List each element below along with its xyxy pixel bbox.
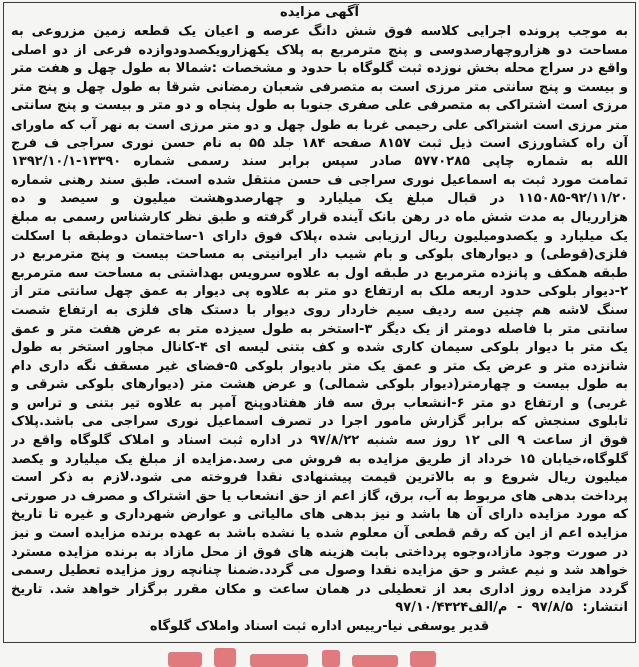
notice-body-line: گلوگاه،خیابان ۱۵ خرداد از طریق مزایده به فروش می رسد.مزایده از مبلغ یک میلیارد و یکصد [11,451,628,467]
notice-body-line: و بیست و پنج سانتی متر مرزی است به متصرفی شعبان رمضانی شرقا به طول چهل و پنج متر [11,79,628,95]
notice-body-line: یک متر با دیوار بلوکی سیمان کاری شده و کف بتنی لیسه ای ۴-کانال مجاور استخر به طول [11,340,628,356]
notice-body-line: سنگ لاشه هم چنین سه ردیف سیم خاردار روی دیوار با دستک های فلزی به ارتفاع شصت [11,302,628,318]
notice-body-line: غربی) و ارتفاع دو متر ۶-انشعاب برق سه فاز هفتادوپنج آمپر به علاوه تیر بتنی و تراس و [11,395,628,411]
notice-body-line: مرزی است اشتراکی به متصرفی علی صفری جنوبا به طول پنجاه و دو متر و بیست و پنج سانتی [11,98,628,114]
notice-body-line: ۱۱۵۰۸۵-۹۲/۱۱/۲۰ در قبال مبلغ یک میلیارد و چهارصدوهشت میلیون و سیصد و ده [11,191,628,207]
notice-body-line: ۲-دیوار بلوکی حدود اربعه ملک به ارتفاع دو متر به علاوه پی دیوار به عمق چهل سانتی متر از [11,284,628,300]
notice-body-line: به طول بیست و چهارمتر(دیوار بلوکی شمالی) و عرض هشت متر (دیوارهای بلوکی شرقی و [11,377,628,393]
notice-body-line: فوق از ساعت ۹ الی ۱۲ روز سه شنبه ۹۷/۸/۲۲ در اداره ثبت اسناد و املاک گلوگاه واقع در [11,433,628,449]
notice-body-line: هزارریال به مدت شش ماه در رهن بانک آینده قرار گرفته و طبق نظر کارشناس رسمی به مبلغ [11,209,628,225]
notice-body-line: میلیون ریال شروع و به بالاترین قیمت پیشنهادی نقدا فروخته می شود.لازم به ذکر است [11,470,628,486]
notice-title: آگهی مزایده [280,5,359,20]
issuer-signature: قدیر یوسفی نیا-رییس اداره ثبت اسناد واملاک گلوگاه [149,619,490,634]
notice-body-line: واقع در سراج محله بخش نوزده ثبت گلوگاه با حدود و مشخصات :شمالا به طول چهل و هفت متر [11,61,628,77]
publication-reference: انتشار: ۹۷/۸/۵ - م/الف۹۷/۱۰/۴۳۲۴ [395,600,628,616]
notice-body-line: خواهد شد و نیم عشر و حق مزایده نقدا وصول می گردد.ضمنا چنانچه روز مزایده تعطیل رسمی [11,563,628,579]
notice-body-line: شانزده متر و عرض یک متر و عمق یک متر بادیوار بلوکی ۵-فضای غیر مسقف نگه داری دام [11,358,628,374]
notice-body-line: مساحت دو هزاروچهارصدوسی و پنج مترمربع به پلاک یکهزارویکصدودوازده فرعی از دو اصلی [11,42,628,58]
notice-body-line: تمامت مورد ثبت به اسماعیل نوری سراجی ف حسن منتقل شده است. طبق سند رهنی شماره [11,172,628,188]
auction-notice [3,2,636,643]
notice-body-line: که مورد مزایده دارای آن ها باشد و نیز بدهی های مالیاتی و عوارض شهرداری و غیره تا تاریخ [11,507,628,523]
notice-body-line: فلزی(قوطی) و دیوارهای بلوکی و بام شیب دار ایرانیتی به مساحت بیست و پنج مترمربع در [11,247,628,263]
cropped-red-heading-fragment [0,646,639,667]
notice-body-line: آن راه کشاورزی است ذیل ثبت ۸۱۵۷ صفحه ۱۸۴ جلد ۵۵ به نام حسن نوری سراجی ف فرج [11,135,628,151]
notice-body-line: به موجب پرونده اجرایی کلاسه فوق شش دانگ عرصه و اعیان یک قطعه زمین مزروعی به [11,24,628,39]
notice-body-line: پرداخت بدهی های مربوط به آب، برق، گاز اعم از حق انشعاب یا حق اشتراک و مصرف در صورتی [11,488,628,504]
notice-body-line: الله به شماره چاپی ۵۷۷۰۲۸۵ صادر سپس برابر سند رسمی شماره ۱۳۳۹۰-۱۳۹۲/۱۰/۱ [11,154,628,170]
notice-body [4,23,635,637]
notice-body-line: سانتی متر با فاصله دومتر از یک دیگر ۳-استخر به طول سیزده متر به عرض هفت متر و عمق [11,321,628,337]
notice-body-line: طبقه همکف و پانزده مترمربع در طبقه اول به علاوه سرویس بهداشتی به مساحت سه مترمربع [11,265,628,281]
notice-body-line: تابلوی سنجش که برابر گزارش مامور اجرا در تصرف اسماعیل نوری سراجی می باشد.پلاک [11,414,628,430]
notice-body-line: یک میلیارد و یکصدومیلیون ریال ارزیابی شده ،پلاک فوق دارای ۱-ساختمان دوطبقه با اسکلت [11,228,628,244]
notice-body-line: در صورت وجود مازاد،وجوه پرداختی بابت هزینه های فوق از محل مازاد به برنده مزایده مسترد [11,544,628,560]
notice-body-line: گردد مزایده روز اداری بعد از تعطیلی در همان ساعت و مکان مقرر برگزار خواهد شد. تاریخ [11,581,628,597]
notice-body-line: متر مرزی است اشتراکی علی رحیمی غربا به طول چهل و دو متر مرزی است به نهر آب که ماورای [11,116,628,132]
notice-body-line: مزایده اعم از این که رقم قطعی آن معلوم شده یا نشده باشد به عهده برنده مزایده است و نیز [11,526,628,542]
